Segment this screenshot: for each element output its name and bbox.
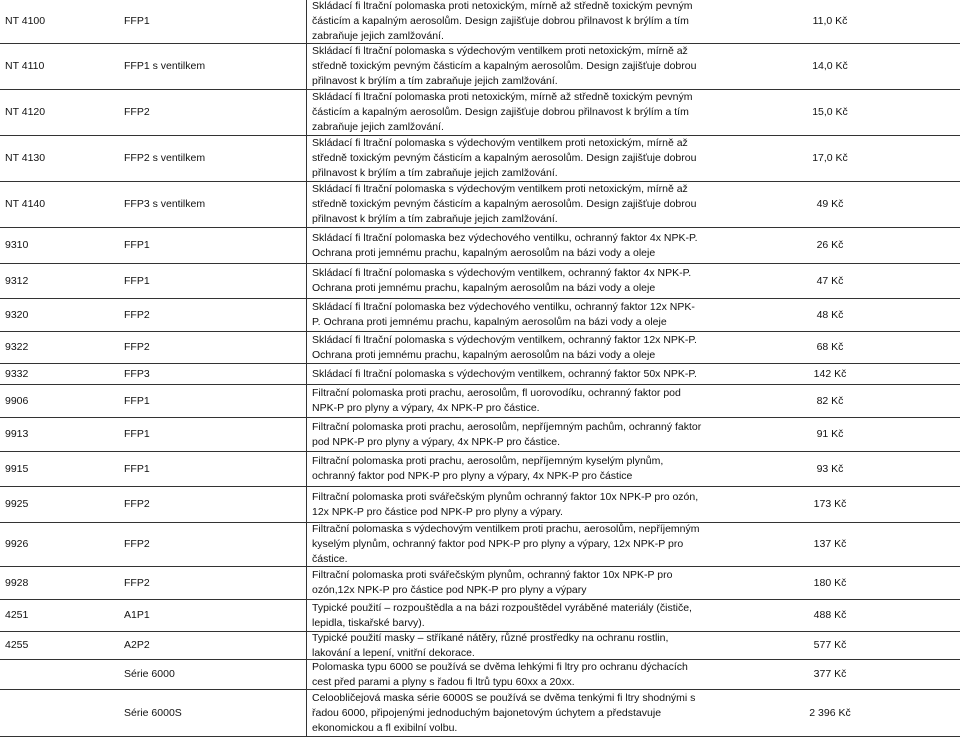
product-description: Skládací fi ltrační polomaska bez výdechového ventilku, ochranný faktor 12x NPK-P. Ochrana proti jemnému prachu, kapalným aerosolům na bázi vody a oleje <box>312 301 695 328</box>
product-price: 47 Kč <box>816 274 844 287</box>
table-row <box>0 385 960 418</box>
protection-class: FFP2 <box>124 538 150 550</box>
product-code: 9926 <box>5 538 29 550</box>
product-code: 9332 <box>5 367 29 380</box>
column-divider <box>306 487 307 522</box>
product-description: Skládací fi ltrační polomaska s výdechovým ventilkem proti netoxickým, mírně až středně toxickým pevným částicím a kapalným aerosolům. Design zajišťuje dobrou přilnavost k brýlím a tím zabraňuje jejich zamlžování. <box>312 137 697 179</box>
product-price: 93 Kč <box>816 462 844 475</box>
product-code: 9322 <box>5 341 29 353</box>
product-code: NT 4130 <box>5 152 46 164</box>
product-price: 68 Kč <box>816 341 844 353</box>
protection-class: FFP3 s ventilkem <box>124 198 206 210</box>
table-row <box>0 44 960 90</box>
product-code: 9312 <box>5 274 29 287</box>
protection-class: FFP2 <box>124 308 150 321</box>
product-price: 488 Kč <box>813 609 847 621</box>
product-code: 9320 <box>5 308 29 321</box>
column-divider <box>306 523 307 566</box>
product-code: 9928 <box>5 576 29 589</box>
protection-class: FFP1 <box>124 394 150 407</box>
protection-class: FFP1 s ventilkem <box>124 60 206 72</box>
product-description: Polomaska typu 6000 se používá se dvěma lehkými fi ltry pro ochranu dýchacích cest před parami a plyny s řadou fi ltrů typu 60xx a 20xx. <box>312 660 688 688</box>
product-price: 26 Kč <box>816 239 844 251</box>
table-row <box>0 418 960 452</box>
product-description: Celoobličejová maska série 6000S se používá se dvěma tenkými fi ltry shodnými s řadou 6000, připojenými jednoduchým bajonetovým úchytem a představuje ekonomickou a fl exibilní volbu. <box>312 691 696 734</box>
table-row <box>0 600 960 632</box>
product-description: Filtrační polomaska proti svářečským plynům ochranný faktor 10x NPK-P pro ozón, 12x NPK-P pro částice pod NPK-P pro plyny a výpary. <box>312 490 699 518</box>
table-row <box>0 632 960 660</box>
table-row <box>0 228 960 264</box>
product-description: Skládací fi ltrační polomaska s výdechovým ventilkem proti netoxickým, mírně až středně toxickým pevným částicím a kapalným aerosolům. Design zajišťuje dobrou přilnavost k brýlím a tím zabraňuje jejich zamlžování. <box>312 45 697 87</box>
product-code <box>5 690 115 736</box>
column-divider <box>306 182 307 227</box>
table-row <box>0 90 960 136</box>
protection-class: FFP3 <box>124 367 150 380</box>
product-price: 82 Kč <box>816 394 844 407</box>
product-code: 9913 <box>5 428 29 440</box>
product-description: Filtrační polomaska s výdechovým ventilkem proti prachu, aerosolům, nepříjemným kyselým plynům, ochranný faktor pod NPK-P pro plyny a výpary, 12x NPK-P pro částice. <box>312 523 700 565</box>
product-code <box>5 660 115 689</box>
protection-class: FFP1 <box>124 15 150 27</box>
protection-class: FFP2 <box>124 106 150 118</box>
protection-class: FFP2 <box>124 498 150 510</box>
product-price: 173 Kč <box>813 498 847 510</box>
protection-class: FFP1 <box>124 462 150 475</box>
table-row <box>0 136 960 182</box>
product-code: 9925 <box>5 498 29 510</box>
product-price: 11,0 Kč <box>812 15 848 27</box>
product-price: 577 Kč <box>813 639 847 651</box>
product-description: Typické použití masky – stříkané nátěry, různé prostředky na ochranu rostlin, lakování a lepení, vnitřní dekorace. <box>312 631 669 659</box>
column-divider <box>306 136 307 181</box>
product-code: 9906 <box>5 394 29 407</box>
column-divider <box>306 452 307 486</box>
column-divider <box>306 299 307 331</box>
product-code: 4255 <box>5 639 29 651</box>
product-code: NT 4110 <box>5 60 45 72</box>
protection-class: FFP1 <box>124 428 150 440</box>
column-divider <box>306 600 307 631</box>
product-description: Skládací fi ltrační polomaska s výdechovým ventilkem, ochranný faktor 4x NPK-P. Ochrana proti jemnému prachu, kapalným aerosolům na bázi vody a oleje <box>312 267 692 294</box>
product-description: Skládací fi ltrační polomaska s výdechovým ventilkem, ochranný faktor 12x NPK-P. Ochrana proti jemnému prachu, kapalným aerosolům na bázi vody a oleje <box>312 333 697 361</box>
product-description: Skládací fi ltrační polomaska proti netoxickým, mírně až středně toxickým pevným částicím a kapalným aerosolům. Design zajišťuje dobrou přilnavost k brýlím a tím zabraňuje jejich zamlžování. <box>312 0 693 42</box>
product-description: Skládací fi ltrační polomaska s výdechovým ventilkem proti netoxickým, mírně až středně toxickým pevným částicím a kapalným aerosolům. Design zajišťuje dobrou přilnavost k brýlím a tím zabraňuje jejich zamlžování. <box>312 183 697 225</box>
product-price: 377 Kč <box>813 668 847 680</box>
column-divider <box>306 690 307 736</box>
table-row <box>0 452 960 487</box>
product-price: 48 Kč <box>816 308 844 321</box>
product-price: 180 Kč <box>813 576 847 589</box>
column-divider <box>306 660 307 689</box>
product-code: 4251 <box>5 609 29 621</box>
table-row <box>0 264 960 299</box>
product-code: NT 4140 <box>5 198 46 210</box>
product-price: 137 Kč <box>813 538 847 550</box>
product-code: 9310 <box>5 239 29 251</box>
table-row <box>0 0 960 44</box>
column-divider <box>306 0 307 43</box>
product-price: 17,0 Kč <box>812 152 848 164</box>
column-divider <box>306 90 307 135</box>
product-price: 2 396 Kč <box>809 706 851 719</box>
protection-class: FFP1 <box>124 274 150 287</box>
table-row <box>0 690 960 737</box>
product-description: Skládací fi ltrační polomaska s výdechovým ventilkem, ochranný faktor 50x NPK-P. <box>312 367 697 380</box>
protection-class: FFP2 <box>124 576 150 589</box>
product-code: 9915 <box>5 462 29 475</box>
protection-class: FFP2 <box>124 341 150 353</box>
product-price: 15,0 Kč <box>812 106 848 118</box>
product-price: 142 Kč <box>813 367 847 380</box>
product-description: Filtrační polomaska proti prachu, aerosolům, nepříjemným pachům, ochranný faktor pod NPK-P pro plyny a výpary, 4x NPK-P pro částice. <box>312 420 702 448</box>
product-description: Typické použití – rozpouštědla a na bázi rozpouštědel vyráběné materiály (čističe, lepidla, tiskařské barvy). <box>312 601 692 629</box>
product-price: 14,0 Kč <box>812 60 848 72</box>
table-row <box>0 523 960 567</box>
product-description: Filtrační polomaska proti prachu, aerosolům, fl uorovodíku, ochranný faktor pod NPK-P pro plyny a výpary, 4x NPK-P pro částice. <box>312 387 681 414</box>
protection-class: FFP2 s ventilkem <box>124 152 206 164</box>
protection-class: FFP1 <box>124 239 150 251</box>
table-row <box>0 364 960 385</box>
protection-class: A1P1 <box>124 609 150 621</box>
product-code: NT 4100 <box>5 15 46 27</box>
column-divider <box>306 44 307 89</box>
column-divider <box>306 364 307 384</box>
table-row <box>0 182 960 228</box>
protection-class: A2P2 <box>124 639 150 651</box>
product-price: 91 Kč <box>816 428 844 440</box>
column-divider <box>306 567 307 599</box>
table-row <box>0 567 960 600</box>
protection-class: Série 6000S <box>124 706 182 719</box>
table-row <box>0 660 960 690</box>
product-description: Skládací fi ltrační polomaska proti netoxickým, mírně až středně toxickým pevným částicím a kapalným aerosolům. Design zajišťuje dobrou přilnavost k brýlím a tím zabraňuje jejich zamlžování. <box>312 91 693 133</box>
product-description: Skládací fi ltrační polomaska bez výdechového ventilku, ochranný faktor 4x NPK-P. Ochrana proti jemnému prachu, kapalným aerosolům na bázi vody a oleje <box>312 231 698 259</box>
product-description: Filtrační polomaska proti svářečským plynům, ochranný faktor 10x NPK-P pro ozón,12x NPK-P pro částice pod NPK-P pro plyny a výpary <box>312 569 673 596</box>
product-code: NT 4120 <box>5 106 46 118</box>
column-divider <box>306 385 307 417</box>
table-row <box>0 332 960 364</box>
product-description: Filtrační polomaska proti prachu, aerosolům, nepříjemným kyselým plynům, ochranný faktor pod NPK-P pro plyny a výpary, 4x NPK-P pro částice <box>312 455 664 482</box>
column-divider <box>306 418 307 451</box>
protection-class: Série 6000 <box>124 668 175 680</box>
product-price: 49 Kč <box>816 198 844 210</box>
table-row <box>0 487 960 523</box>
column-divider <box>306 632 307 659</box>
column-divider <box>306 264 307 298</box>
table-row <box>0 299 960 332</box>
column-divider <box>306 228 307 263</box>
column-divider <box>306 332 307 363</box>
